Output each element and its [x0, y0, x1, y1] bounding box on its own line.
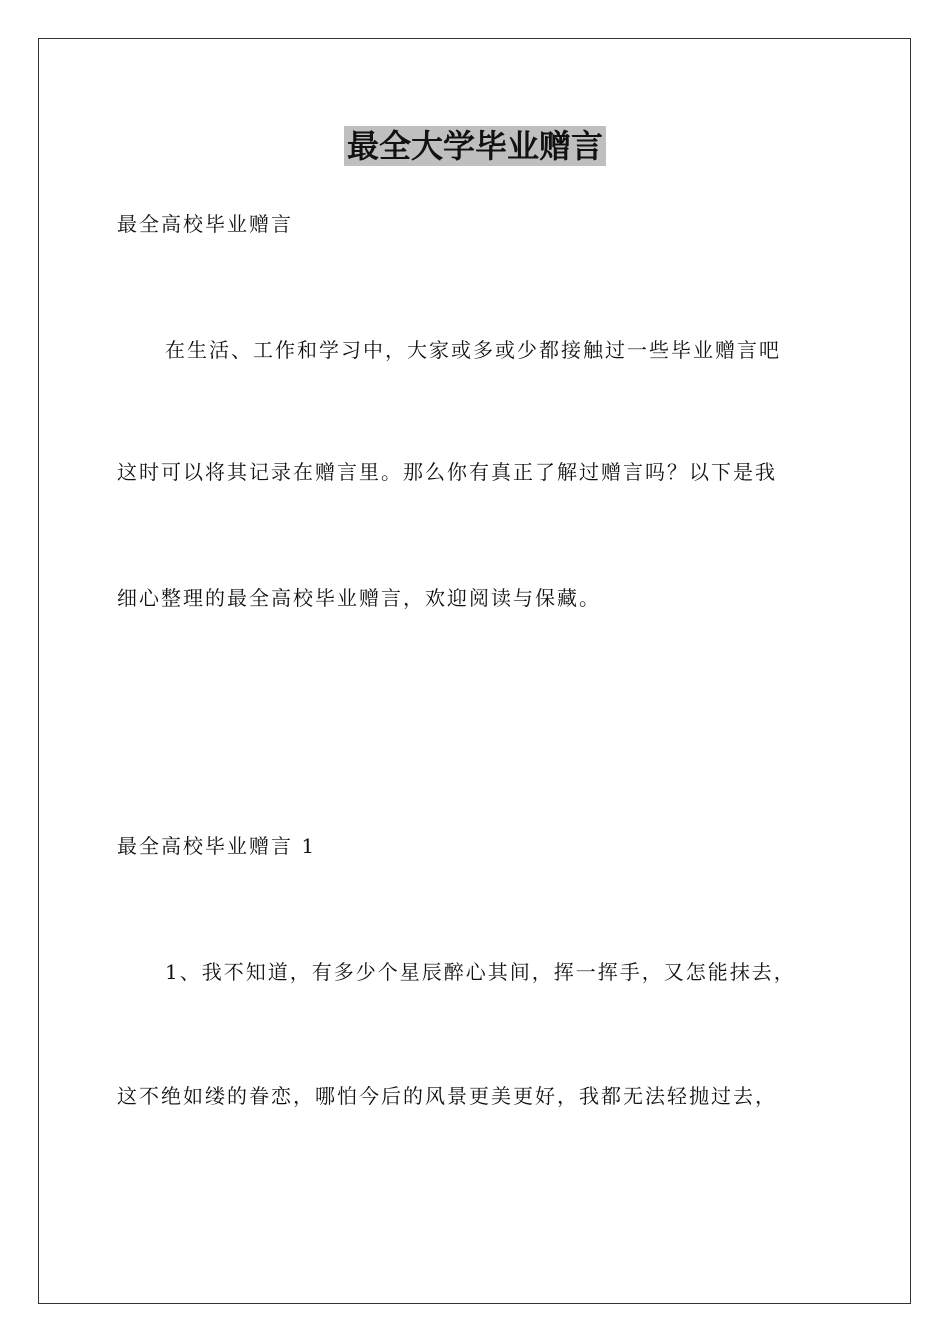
document-subtitle: 最全高校毕业赠言 [117, 212, 293, 236]
intro-line-1: 在生活、工作和学习中，大家或多或少都接触过一些毕业赠言吧 [165, 338, 781, 362]
title-container [0, 126, 950, 166]
item-line-2: 这不绝如缕的眷恋，哪怕今后的风景更美更好，我都无法轻抛过去， [117, 1084, 777, 1108]
item-line-1: 1、我不知道，有多少个星辰醉心其间，挥一挥手，又怎能抹去， [165, 960, 796, 984]
document-title: 最全大学毕业赠言 [344, 126, 606, 166]
section-heading: 最全高校毕业赠言 1 [117, 834, 317, 858]
intro-line-2: 这时可以将其记录在赠言里。那么你有真正了解过赠言吗？以下是我 [117, 460, 777, 484]
intro-line-3: 细心整理的最全高校毕业赠言，欢迎阅读与保藏。 [117, 586, 601, 610]
